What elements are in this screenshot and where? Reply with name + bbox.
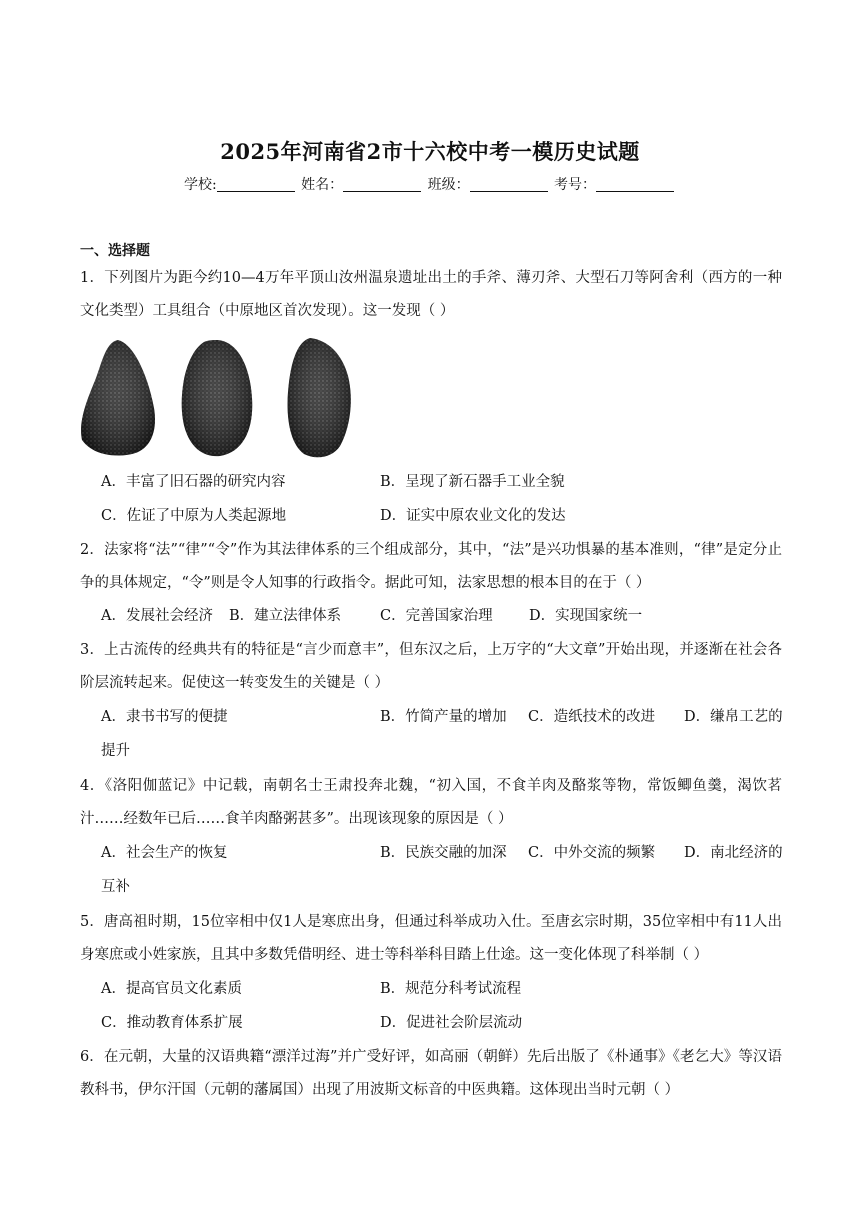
q2-option-d[interactable]: D．实现国家统一 bbox=[529, 608, 643, 624]
exam-title: 2025年河南省2市十六校中考一模历史试题 bbox=[220, 139, 640, 164]
exam-no-label: 考号： bbox=[554, 177, 597, 193]
name-label: 姓名： bbox=[301, 177, 344, 193]
q1-option-b[interactable]: B．呈现了新石器手工业全貌 bbox=[380, 474, 565, 490]
q1-option-d[interactable]: D．证实中原农业文化的发达 bbox=[380, 508, 566, 524]
stone-tools-image bbox=[78, 336, 358, 460]
section-title: 一、选择题 bbox=[80, 243, 150, 259]
class-blank[interactable] bbox=[470, 177, 548, 192]
q2-option-c[interactable]: C．完善国家治理 bbox=[380, 608, 493, 624]
q5-option-c[interactable]: C．推动教育体系扩展 bbox=[101, 1015, 243, 1031]
question-6-stem: 6．在元朝，大量的汉语典籍“漂洋过海”并广受好评，如高丽（朝鲜）先后出版了《朴通事》《老乞大》等汉语教科书，伊尔汗国（元朝的藩属国）出现了用波斯文标音的中医典籍。这体现出当时元朝（ ） bbox=[80, 1049, 782, 1098]
q3-option-d-line1[interactable]: D．缣帛工艺的 bbox=[684, 709, 783, 725]
q2-option-a[interactable]: A．发展社会经济 bbox=[101, 608, 213, 624]
cleaver-stone bbox=[182, 340, 253, 456]
q4-option-a[interactable]: A．社会生产的恢复 bbox=[101, 845, 228, 861]
question-1-stem: 1．下列图片为距今约10—4万年平顶山汝州温泉遗址出土的手斧、薄刃斧、大型石刀等阿舍利（西方的一种文化类型）工具组合（中原地区首次发现）。这一发现（ ） bbox=[80, 270, 782, 319]
q3-option-c[interactable]: C．造纸技术的改进 bbox=[528, 709, 656, 725]
stone-knife-stone bbox=[288, 338, 351, 457]
q4-option-c[interactable]: C．中外交流的频繁 bbox=[528, 845, 656, 861]
q4-option-b[interactable]: B．民族交融的加深 bbox=[380, 845, 507, 861]
school-label: 学校: bbox=[183, 177, 217, 193]
q5-option-d[interactable]: D．促进社会阶层流动 bbox=[380, 1015, 523, 1031]
q1-option-a[interactable]: A．丰富了旧石器的研究内容 bbox=[101, 474, 286, 490]
question-2-stem: 2．法家将“法”“律”“令”作为其法律体系的三个组成部分，其中，“法”是兴功惧暴的基本准则，“律”是定分止争的具体规定，“令”则是令人知事的行政指令。据此可知，法家思想的根本目的在于（ ） bbox=[80, 542, 782, 591]
student-info-line bbox=[0, 174, 860, 194]
q4-option-d-line2[interactable]: 互补 bbox=[101, 879, 130, 895]
school-blank[interactable] bbox=[217, 177, 295, 192]
question-4-stem: 4．《洛阳伽蓝记》中记载，南朝名士王肃投奔北魏，“初入国，不食羊肉及酪浆等物，常饭鲫鱼羹，渴饮茗汁……经数年已后……食羊肉酪粥甚多”。出现该现象的原因是（ ） bbox=[80, 778, 782, 827]
q5-option-a[interactable]: A．提高官员文化素质 bbox=[101, 981, 242, 997]
q3-option-a[interactable]: A．隶书书写的便捷 bbox=[101, 709, 228, 725]
question-3-stem: 3．上古流传的经典共有的特征是“言少而意丰”，但东汉之后，上万字的“大文章”开始出现，并逐渐在社会各阶层流转起来。促使这一转变发生的关键是（ ） bbox=[80, 642, 782, 691]
class-label: 班级： bbox=[427, 177, 470, 193]
q4-option-d-line1[interactable]: D．南北经济的 bbox=[684, 845, 783, 861]
question-5-stem: 5．唐高祖时期，15位宰相中仅1人是寒庶出身，但通过科举成功入仕。至唐玄宗时期，35位宰相中有11人出身寒庶或小姓家族，且其中多数凭借明经、进士等科举科目踏上仕途。这一变化体现了科举制（ ） bbox=[80, 914, 782, 963]
exam-no-blank[interactable] bbox=[596, 177, 674, 192]
hand-axe-stone bbox=[81, 340, 155, 455]
q1-option-c[interactable]: C．佐证了中原为人类起源地 bbox=[101, 508, 287, 524]
q3-option-b[interactable]: B．竹简产量的增加 bbox=[380, 709, 507, 725]
name-blank[interactable] bbox=[343, 177, 421, 192]
q5-option-b[interactable]: B．规范分科考试流程 bbox=[380, 981, 522, 997]
q2-option-b[interactable]: B．建立法律体系 bbox=[229, 608, 342, 624]
q3-option-d-line2[interactable]: 提升 bbox=[101, 743, 130, 759]
